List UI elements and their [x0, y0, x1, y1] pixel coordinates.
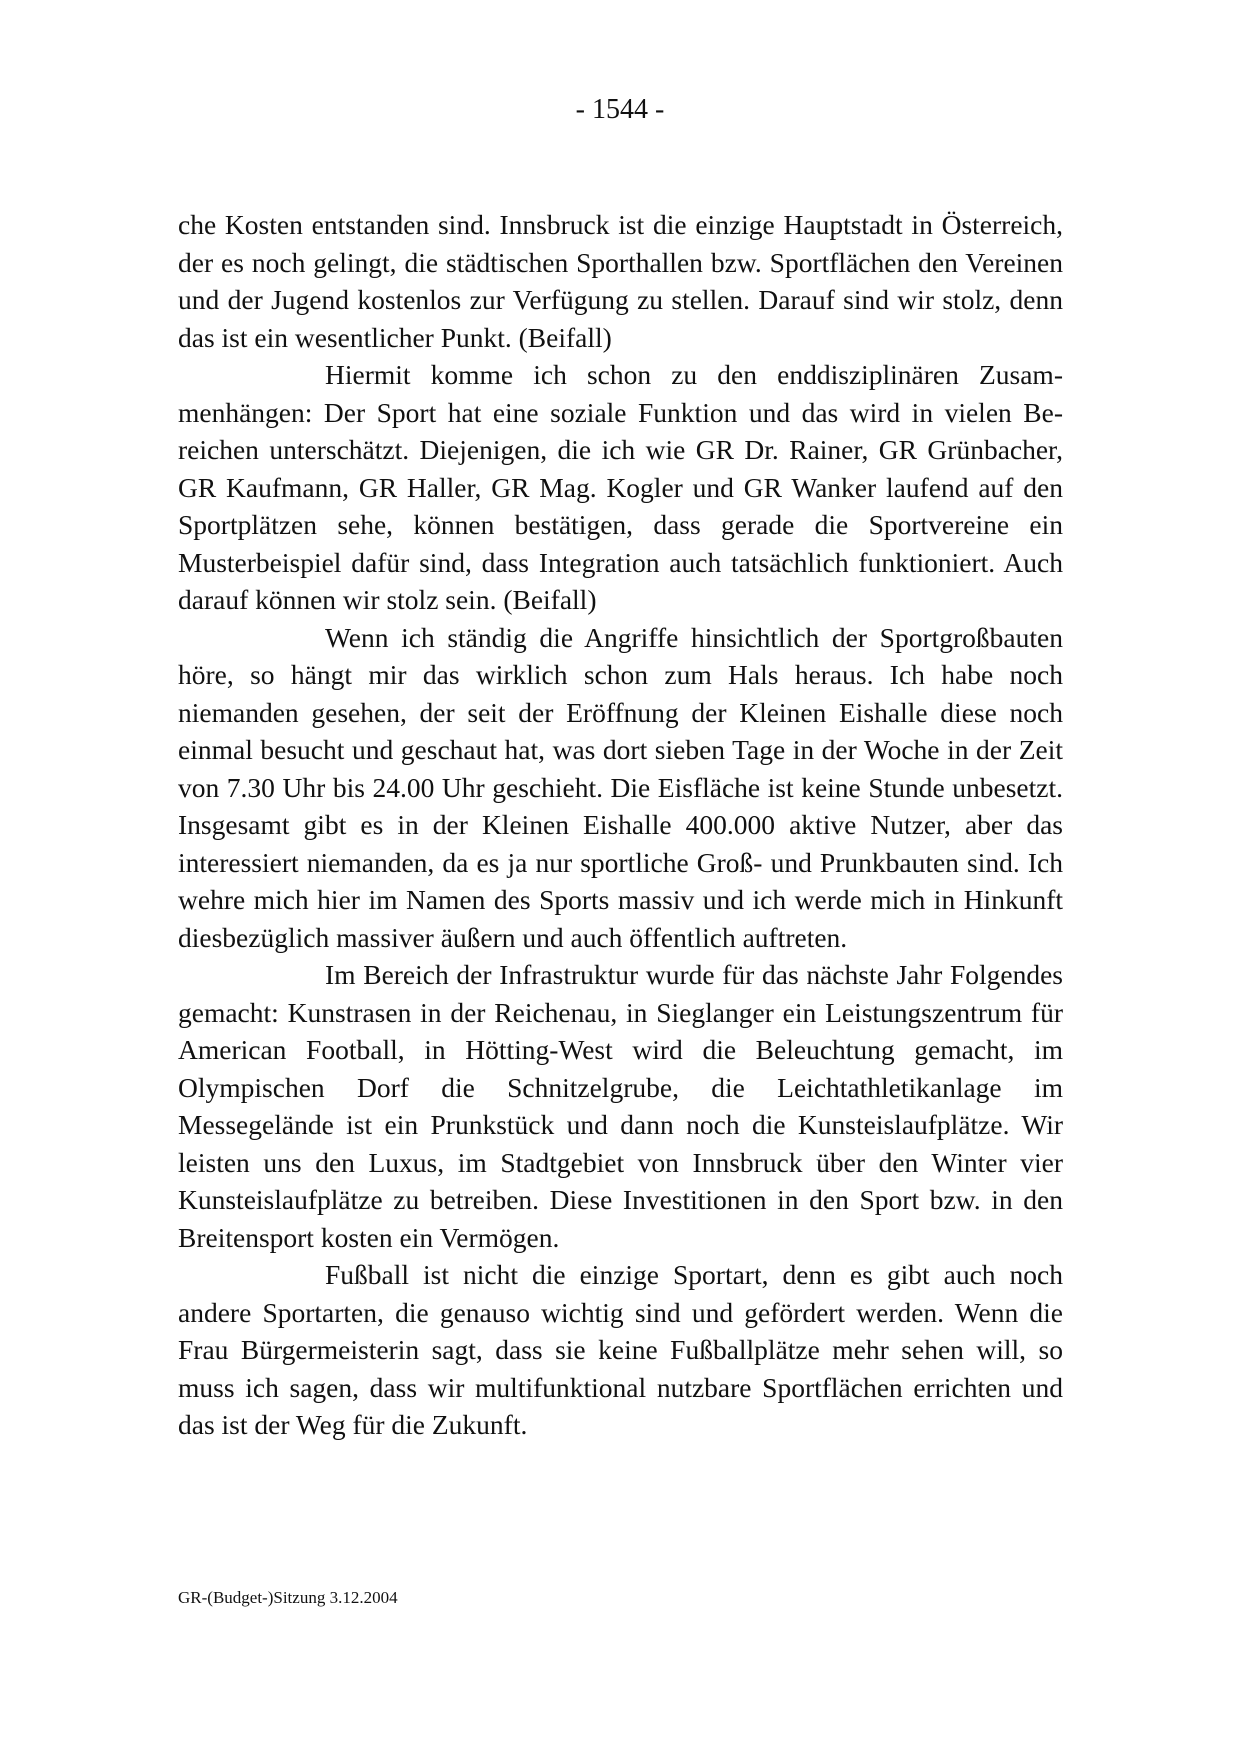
- paragraph-continuation: che Kosten entstanden sind. Innsbruck ist die einzige Hauptstadt in Österreich, der es noch gelingt, die städtischen Sporthallen bzw. Sportflächen den Vereinen und der Jugend kostenlos zur Verfügung zu stellen. Darauf sind wir stolz, denn das ist ein wesentlicher Punkt. (Beifall): [178, 209, 1063, 353]
- footer-session-label: GR-(Budget-)Sitzung 3.12.2004: [178, 1588, 398, 1607]
- paragraph-infrastructure: Im Bereich der Infrastruktur wurde für das nächste Jahr Folgendes gemacht: Kunstrasen in der Reichenau, in Sieglanger ein Leistungszentrum für American Football, in Hötting-West wird die Beleuchtung gemacht, im Olympischen Dorf die Schnitzelgrube, die Leichtathletikanlage im Messegelände ist ein Prunkstück und dann noch die Kunsteislaufplätze. Wir leisten uns den Luxus, im Stadtgebiet von Innsbruck über den Winter vier Kunsteislaufplätze zu betreiben. Diese Investitionen in den Sport bzw. in den Breitensport kosten ein Vermögen.: [178, 959, 1063, 1253]
- page-number: - 1544 -: [575, 94, 665, 125]
- paragraph-football: Fußball ist nicht die einzige Sportart, denn es gibt auch noch andere Sportarten, die genauso wichtig sind und gefördert werden. Wenn die Frau Bürgermeisterin sagt, dass sie keine Fußballplätze mehr sehen will, so muss ich sagen, dass wir multifunktional nutzbare Sportflächen errichten und das ist der Weg für die Zukunft.: [178, 1259, 1063, 1440]
- paragraph-sports-buildings: Wenn ich ständig die Angriffe hinsichtlich der Sportgroßbauten höre, so hängt mir das wirklich schon zum Hals heraus. Ich habe noch niemanden gesehen, der seit der Eröffnung der Kleinen Eishalle diese noch einmal besucht und geschaut hat, was dort sieben Tage in der Woche in der Zeit von 7.30 Uhr bis 24.00 Uhr geschieht. Die Eisfläche ist keine Stunde unbesetzt. Insgesamt gibt es in der Kleinen Eishalle 400.000 aktive Nutzer, aber das interessiert niemanden, da es ja nur sportliche Groß- und Prunkbauten sind. Ich wehre mich hier im Namen des Sports massiv und ich werde mich in Hinkunft diesbezüglich massiver äußern und auch öffentlich auftreten.: [178, 621, 1063, 953]
- body-text: [178, 206, 1063, 1444]
- paragraph-social-function: Hiermit komme ich schon zu den enddisziplinären Zusammenhängen: Der Sport hat eine soziale Funktion und das wird in vielen Bereichen unterschätzt. Diejenigen, die ich wie GR Dr. Rainer, GR Grünbacher, GR Kaufmann, GR Haller, GR Mag. Kogler und GR Wanker laufend auf den Sportplätzen sehe, können bestätigen, dass gerade die Sportvereine ein Musterbeispiel dafür sind, dass Integration auch tatsächlich funktioniert. Auch darauf können wir stolz sein. (Beifall): [178, 359, 1063, 615]
